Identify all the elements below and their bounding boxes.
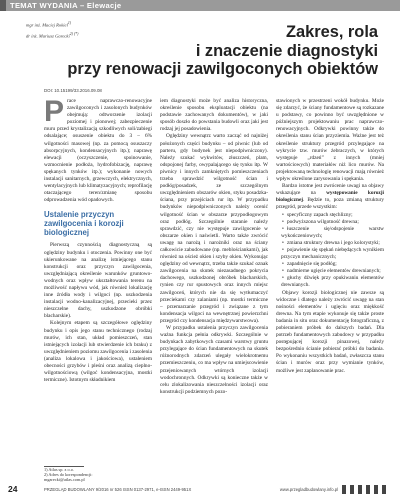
barcode-decoration-icon	[342, 485, 392, 494]
text-column-1	[44, 98, 152, 464]
page-number: 24	[8, 484, 18, 494]
title-line-3: przy renowacji zawilgoconych obiektów	[67, 60, 378, 78]
paragraph: Pierwszą czynnością diagnostyczną są oględziny budynku i otoczenia. Powinny one być ukierunkowane na analizę istniejącego stanu konstrukcji oraz przyczyn zawilgocenia, uwzględniającą określenie warunków gruntowo-wodnych oraz wpływ ukształtowania terenu na możliwość napływu wód, jak również lokalizację inne źródła wody i wilgoci (np. uszkodzenia instalacji wodno-kanalizacyjnej, przecieki przez nieszczelne dachy, uszkodzone obróbki blacharskie).	[44, 242, 152, 320]
text-column-3	[276, 98, 384, 464]
list-item: • zmiana struktury drewna i jego kolorystyki;	[276, 240, 384, 247]
issue-info: PRZEGLĄD BUDOWLANY 9/2016 nr 526 ISSN 0137-2971, e-ISSN 2449-951X	[44, 487, 192, 492]
paragraph: iem diagnostyki może być analiza historyczna, określenie sposobu eksploatacji obiektu (na podstawie zachowanych dokumentów), w jaki sposób doszło do powstania budowli oraz jaki jest rodzaj jej posadowienia.	[160, 98, 268, 133]
footnotes	[44, 467, 93, 482]
symptom-list	[276, 212, 384, 290]
header-accent-block	[0, 0, 6, 11]
list-item: • łuszczenie się/odspojenie warstw wykończeniowych;	[276, 226, 384, 240]
paragraph: W przypadku ustalenia przyczyn zawilgocenia ważna funkcja pełnia odkrywki. Szczególnie w budynkach zabytkowych czasami warstwy gruntu przylegające do ścian fundamentowych na skutek różnorodnych zdarzeń ulegały wielokrotnemu przemieszczeniu, co ma wpływ na umiejscowienie przejeniowanych wtórnych izolacji wodochronnych. Odkrywki są konieczne także w celu zlokalizowania nieszczelności izolacji oraz konstrukcji podziemnych pozo-	[160, 325, 268, 395]
title-line-2: i znaczenie diagnostyki	[195, 41, 378, 60]
list-item: • nadmierne ugięcie elementów drewnianych;	[276, 268, 384, 275]
list-item: • pojawienie się spękań niebędących wynikiem przyczyn mechanicznych;	[276, 247, 384, 261]
doi-label: DOI: 10.15199/33.2016.09.08	[44, 88, 102, 93]
journal-website-link[interactable]: www.przegladbudowlany.info.pl	[279, 487, 338, 492]
drop-cap: P	[44, 98, 65, 128]
article-title	[48, 23, 378, 79]
author-2: dr inż. Mariusz Garecki$^{2) (*)}$	[26, 31, 79, 39]
list-item: • zapadnięcie się podłóg;	[276, 261, 384, 268]
footnote-1: 1) Atlas sp. z o.o.	[44, 467, 74, 472]
list-item: • specyficzny zapach stęchlizny;	[276, 212, 384, 219]
section-heading: Ustalenie przyczyn zawilgocenia i korozji biologicznej	[44, 210, 124, 238]
list-item: • podwyższona wilgotność drewna;	[276, 219, 384, 226]
paragraph: stawionych w przestrzeni wokół budynku. Może się zdarzyć, że ściany fundamentowe są rozkazane u podstawy, co powinno być uwzględnione w późniejszym projektowaniu prac naprawczo-renowacyjnych. Odkrywki powinny także do określenia stanu ścian przyziemia. Ważne jest też określenie struktury przegród przylegające na wykrycie tzw. murów żebraczych, w których występuje „rdzeń” z innych (mniej wartościowych) materiałów niż lico murów. Na projektowaną technologię renowacji mają również wpływ określone zarysowania i spękania.	[276, 98, 384, 183]
list-item: • głuchy dźwięk przy opukiwaniu elementów drewnianych.	[276, 275, 384, 289]
author-1: mgr inż. Maciej Rokiel$^{1)}$	[26, 21, 72, 28]
section-label: TEMAT WYDANIA – Elewacje	[10, 1, 122, 10]
paragraph: Objawy korozji biologicznej nie zawsze są widoczne i dlatego należy zwrócić uwagę na stan nośności elementów i ugięciu oraz miękkość drewna. Na tym etapie wykonuje się także proste badania in situ oraz dokumentację fotograficzną, z pobieraniem próbek do dalszych badań. Dla potrzeb fundamentowych zabudowy w przypadku postępującej korozji pinazowej, należy bezpośrednio ścianie pobierać próbki do badania. Po wykonaniu wszystkich badań, zwłaszcza stanu ścian i murów oraz przy wymianie tynków, możliwe jest zaplanowanie prac.	[276, 289, 384, 374]
paragraph: Kolejnym etapem są szczegółowe oględziny budynku i opis jego stanu technicznego (rodzaj murów, ich stan, układ pomieszczeń, stan istniejących izolacji lub stwierdzenie ich braku) z uwzględnieniem poziomu zawilgocenia i zasolenia (analiza lokalowa i jakościowa), ustaleniem obecności grzybów i pleśni oraz analizą cieplno-wilgotnościową (wilgoć kondensacyjna, mostki termiczne). Istotnym składnikiem	[44, 320, 152, 384]
title-line-1: Zakres, rola	[285, 23, 378, 41]
footnote-2: 2) Adres do korespondencji:	[44, 472, 93, 477]
footnote-email: mgarecki@atlas.com.pl	[44, 477, 85, 482]
text-column-2	[160, 98, 268, 464]
paragraph: Bardzo istotne jest zwrócenie uwagi na objawy wskazujące na występowanie korozji biologicznej. Będzie to, poza zmianą struktury przegród, przede wszystkim:	[276, 183, 384, 211]
section-header-bar	[0, 0, 400, 11]
paragraph: Oględziny wewnątrz warto zacząć od najniżej położonych części budynku – od piwnic (lub od parteru, gdy budynek jest niepodpiwniczony). Należy szukać wykwitów, złuszczeń, plam, odspojonej farby, owypalającego się tynku itp. W piwnicy i innych zamkniętych pomieszczeniach trzeba sprawdzić wilgotność ścian i podłóg/posadzek, ze szczególnym uwzględnieniem obszarów okien, styku posadzka-ściana, przy przejściach rur itp. W przypadku budynków niepodpiwniczonych należy ocenić wilgotność ścian w obszarze przypodłogowym oraz podłóg. Szczególnie staranie należy sprawdzić, czy nie występuje zawilgocenie w obszarze okien i naświetli. Warto także zwrócić uwagę na narożą i narożniki oraz na ściany całkowicie zabudowane (np. meblościankami), jak również na oścież okien i szyby okien. Wykonując oględziny od wewnątrz, trzeba także szukać oznak zawilgocenia na skutek niezasadnego pokrycia dachowego, uszkodzonej obróbek blacharskich, rynien czy rur spustowych oraz innych miejsc zawilgoceń, których nie da się wytłumaczyć przeciekami czy zalaniami (np. mostki termiczne – przemarzanie przegród i związane z tym kondensacja wilgoci na wewnętrznej powierzchni przegród czy kondensacja międzywarstwowa).	[160, 133, 268, 324]
intro-paragraph: Prace naprawczo-renowacyjne zawilgoconych i zasolonych budynków obejmują: odtworzenie izolacji poziomej i pionowej; zabezpieczenie muru przed krystalizacją szkodliwych soli/zabiegi odsalające; osuszenie obiektu do 3 – 6% wilgotności masowej (np. za pomocą osuszaczy absorpcyjnych, kondensacyjnych itp.); naprawę elewacji (oczyszczenie, spoinowanie, wzmocnienie podłoża, hydrofobizację, naprawę spękanych tynków itp.); wykonanie nowych instalacji sanitarnych, grzewczych, elektrycznych, wentylacyjnych lub klimatyzacyjnych; reprofilację otaczającego teren/zmianę sposobu odprowadzenia wód opadowych.	[44, 98, 152, 204]
